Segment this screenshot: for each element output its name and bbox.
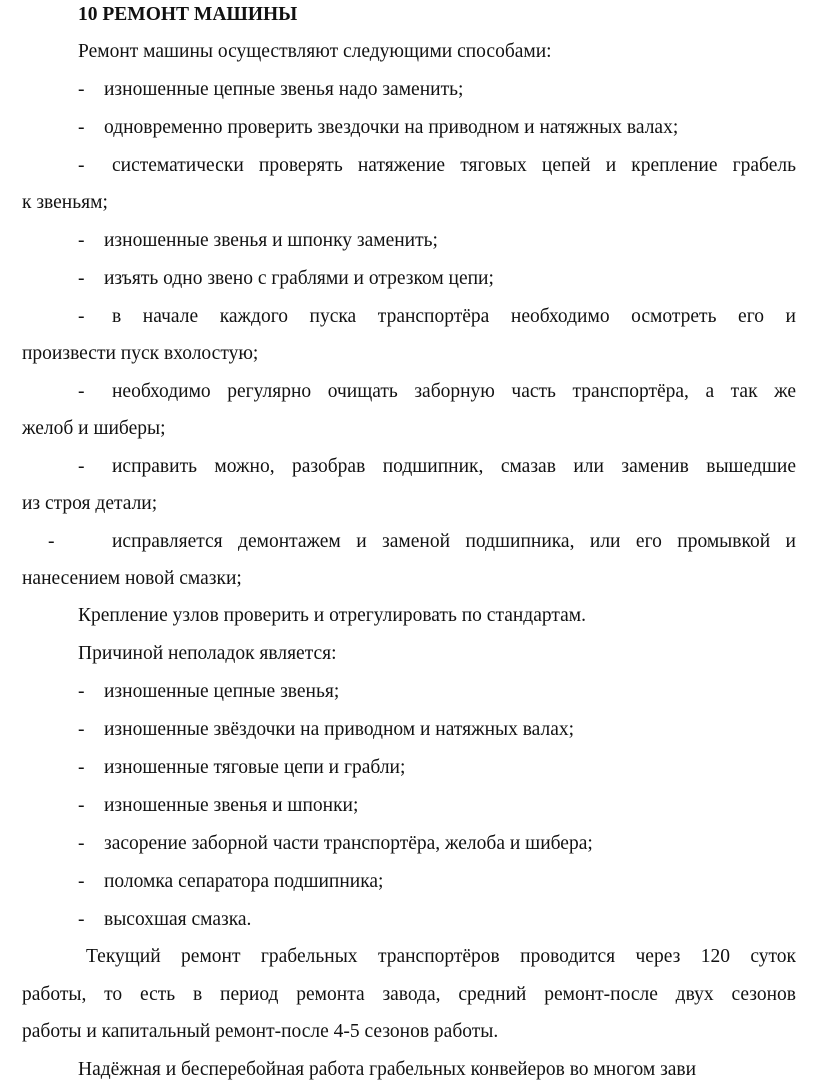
method-item: исправить можно, разобрав подшипник, смазав или заменив вышедшие	[112, 456, 796, 477]
method-item: изношенные звенья и шпонку заменить;	[104, 230, 438, 251]
method-item: изношенные цепные звенья надо заменить;	[104, 79, 464, 100]
dash-marker: -	[78, 871, 85, 892]
last-paragraph-line: Надёжная и бесперебойная работа грабельных конвейеров во многом зави	[78, 1059, 697, 1080]
cause-item: высохшая смазка.	[104, 909, 252, 930]
dash-marker: -	[78, 833, 85, 854]
dash-marker: -	[78, 757, 85, 778]
method-item: в начале каждого пуска транспортёра необходимо осмотреть его и	[112, 306, 796, 327]
dash-marker: -	[78, 268, 85, 289]
dash-marker: -	[78, 681, 85, 702]
repair-paragraph-line: работы, то есть в период ремонта завода, средний ремонт-после двух сезонов	[22, 984, 796, 1005]
cause-item: изношенные тяговые цепи и грабли;	[104, 757, 406, 778]
cause-item: засорение заборной части транспортёра, желоба и шибера;	[104, 833, 593, 854]
dash-marker: -	[78, 719, 85, 740]
dash-marker: -	[78, 79, 85, 100]
method-item: систематически проверять натяжение тяговых цепей и крепление грабель	[112, 155, 796, 176]
method-item: одновременно проверить звездочки на приводном и натяжных валах;	[104, 117, 679, 138]
method-item-continued: произвести пуск вхолостую;	[22, 343, 259, 364]
method-item-continued: из строя детали;	[22, 493, 158, 514]
method-item-continued: к звеньям;	[22, 192, 108, 213]
dash-marker: -	[78, 909, 85, 930]
cause-intro: Причиной неполадок является:	[78, 643, 337, 664]
dash-marker: -	[78, 230, 85, 251]
page-title: 10 РЕМОНТ МАШИНЫ	[78, 4, 298, 25]
cause-item: изношенные звенья и шпонки;	[104, 795, 359, 816]
method-item-continued: нанесением новой смазки;	[22, 568, 242, 589]
dash-marker: -	[78, 306, 85, 327]
fastening-text: Крепление узлов проверить и отрегулировать по стандартам.	[78, 605, 586, 626]
method-item-continued: желоб и шиберы;	[22, 418, 166, 439]
dash-marker: -	[78, 117, 85, 138]
method-item: исправляется демонтажем и заменой подшипника, или его промывкой и	[112, 531, 796, 552]
dash-marker: -	[48, 531, 55, 552]
dash-marker: -	[78, 381, 85, 402]
dash-marker: -	[78, 456, 85, 477]
repair-paragraph-line: Текущий ремонт грабельных транспортёров проводится через 120 суток	[86, 946, 796, 967]
cause-item: изношенные звёздочки на приводном и натяжных валах;	[104, 719, 575, 740]
method-item: изъять одно звено с граблями и отрезком цепи;	[104, 268, 494, 289]
method-item: необходимо регулярно очищать заборную часть транспортёра, а так же	[112, 381, 796, 402]
dash-marker: -	[78, 795, 85, 816]
intro-text: Ремонт машины осуществляют следующими способами:	[78, 41, 552, 62]
repair-paragraph-line: работы и капитальный ремонт-после 4-5 сезонов работы.	[22, 1021, 499, 1042]
cause-item: поломка сепаратора подшипника;	[104, 871, 384, 892]
cause-item: изношенные цепные звенья;	[104, 681, 340, 702]
dash-marker: -	[78, 155, 85, 176]
